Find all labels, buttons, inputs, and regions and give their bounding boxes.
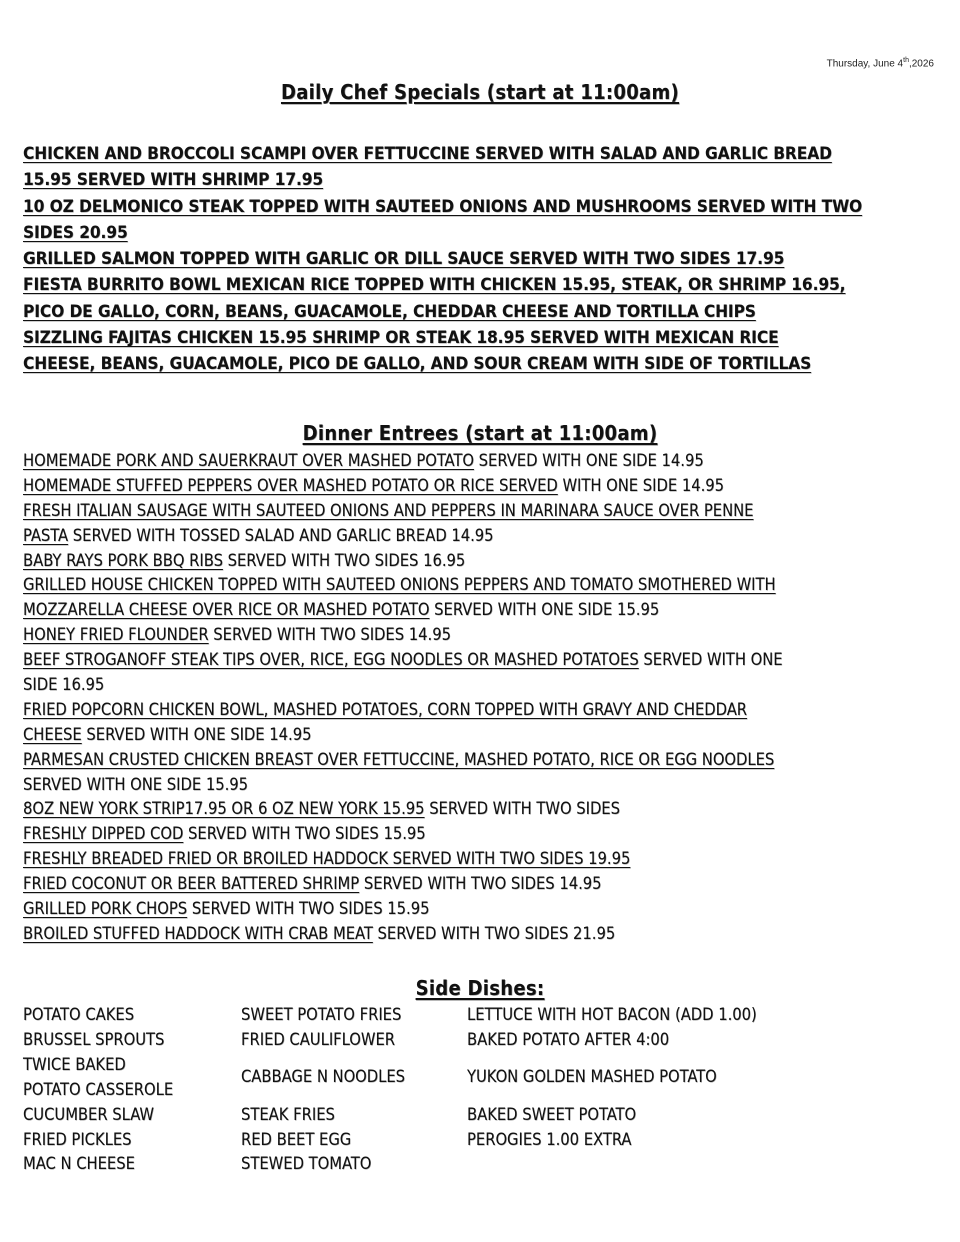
sides-row: [23, 1152, 907, 1177]
specials-line: CHICKEN AND BROCCOLI SCAMPI OVER FETTUCCINE SERVED WITH SALAD AND GARLIC BREAD: [23, 144, 832, 164]
entree-line: [23, 773, 938, 798]
entree-name: PARMESAN CRUSTED CHICKEN BREAST OVER FETTUCCINE, MASHED POTATO, RICE OR EGG NOODLES: [23, 749, 775, 769]
side-item: LETTUCE WITH HOT BACON (ADD 1.00): [467, 1005, 757, 1024]
sides-row: [23, 1053, 907, 1103]
specials-line: GRILLED SALMON TOPPED WITH GARLIC OR DILL SAUCE SERVED WITH TWO SIDES 17.95: [23, 249, 785, 270]
entree-line: [23, 623, 938, 648]
entree-name: MOZZARELLA CHEESE OVER RICE OR MASHED POTATO: [23, 600, 430, 620]
side-item: POTATO CAKES: [23, 1005, 135, 1024]
sides-table: [23, 1003, 907, 1177]
specials-line: SIZZLING FAJITAS CHICKEN 15.95 SHRIMP OR STEAK 18.95 SERVED WITH MEXICAN RICE: [23, 328, 779, 349]
entree-line: [23, 897, 938, 922]
entree-name: FRIED COCONUT OR BEER BATTERED SHRIMP: [23, 874, 360, 894]
entree-detail: SERVED WITH TWO SIDES 21.95: [372, 923, 616, 943]
side-item: BRUSSEL SPROUTS: [23, 1029, 165, 1049]
specials-line: FIESTA BURRITO BOWL MEXICAN RICE TOPPED WITH CHICKEN 15.95, STEAK, OR SHRIMP 16.95,: [23, 275, 846, 296]
entree-detail: SERVED WITH ONE SIDE 15.95: [429, 600, 660, 620]
entree-name: GRILLED HOUSE CHICKEN TOPPED WITH SAUTEED ONIONS PEPPERS AND TOMATO SMOTHERED WITH: [23, 575, 776, 595]
entree-name: BEEF STROGANOFF STEAK TIPS OVER, RICE, EGG NOODLES OR MASHED POTATOES: [23, 650, 639, 670]
specials-line: CHEESE, BEANS, GUACAMOLE, PICO DE GALLO, AND SOUR CREAM WITH SIDE OF TORTILLAS: [23, 354, 812, 375]
entree-detail: SERVED WITH TWO SIDES 16.95: [222, 550, 466, 570]
entree-detail: SERVED WITH ONE SIDE 14.95: [473, 451, 704, 470]
side-item-line: POTATO CASSEROLE: [23, 1079, 174, 1099]
side-item: STEWED TOMATO: [241, 1154, 372, 1174]
specials-heading: Daily Chef Specials (start at 11:00am): [280, 80, 680, 104]
specials-line: PICO DE GALLO, CORN, BEANS, GUACAMOLE, CHEDDAR CHEESE AND TORTILLA CHIPS: [23, 301, 756, 322]
sides-row: [23, 1028, 907, 1053]
side-item: [23, 1053, 241, 1103]
entree-line: [23, 573, 938, 598]
side-item: RED BEET EGG: [241, 1129, 352, 1149]
entree-name: 8OZ NEW YORK STRIP17.95 OR 6 OZ NEW YORK 15.95: [23, 799, 425, 819]
date-year: ,2026: [908, 58, 934, 70]
entree-detail: SERVED WITH ONE: [638, 650, 783, 670]
entree-detail: SERVED WITH TWO SIDES: [424, 799, 620, 819]
side-item: PEROGIES 1.00 EXTRA: [467, 1129, 632, 1149]
entree-name: FRESH ITALIAN SAUSAGE WITH SAUTEED ONIONS AND PEPPERS IN MARINARA SAUCE OVER PENNE: [23, 500, 754, 520]
entree-name: PASTA: [23, 525, 69, 545]
menu-date: [827, 57, 934, 69]
entree-name: GRILLED PORK CHOPS: [23, 899, 188, 919]
entree-name: CHEESE: [23, 724, 82, 744]
entree-detail: SERVED WITH TWO SIDES 14.95: [359, 874, 602, 894]
entree-detail: SERVED WITH TOSSED SALAD AND GARLIC BREAD 14.95: [68, 525, 494, 545]
entree-line: [23, 673, 938, 698]
entree-line: [23, 922, 938, 947]
side-item: STEAK FRIES: [241, 1104, 335, 1124]
entree-line: [23, 549, 938, 574]
entree-name: BROILED STUFFED HADDOCK WITH CRAB MEAT: [23, 923, 373, 943]
entree-detail: SIDE 16.95: [23, 675, 105, 695]
entree-line: [23, 499, 938, 524]
entree-detail: WITH ONE SIDE 14.95: [557, 475, 725, 495]
side-item: [467, 1152, 907, 1177]
side-item: BAKED SWEET POTATO: [467, 1104, 637, 1124]
entree-name: FRESHLY BREADED FRIED OR BROILED HADDOCK SERVED WITH TWO SIDES 19.95: [23, 849, 631, 869]
sides-heading: Side Dishes:: [415, 976, 545, 1000]
entree-line: [23, 748, 938, 773]
entree-name: FRIED POPCORN CHICKEN BOWL, MASHED POTATOES, CORN TOPPED WITH GRAVY AND CHEDDAR: [23, 699, 748, 719]
entree-line: [23, 648, 938, 673]
side-item: SWEET POTATO FRIES: [241, 1005, 402, 1024]
sides-row: [23, 1128, 907, 1153]
specials-line: SIDES 20.95: [23, 222, 128, 243]
specials-line: 10 OZ DELMONICO STEAK TOPPED WITH SAUTEED ONIONS AND MUSHROOMS SERVED WITH TWO: [23, 196, 863, 217]
side-item: FRIED PICKLES: [23, 1129, 132, 1149]
entree-line: [23, 474, 938, 499]
side-item: YUKON GOLDEN MASHED POTATO: [467, 1067, 717, 1087]
entree-line: [23, 723, 938, 748]
entree-name: HOMEMADE STUFFED PEPPERS OVER MASHED POTATO OR RICE SERVED: [23, 475, 558, 495]
entree-name: FRESHLY DIPPED COD: [23, 824, 184, 844]
entree-line: [23, 698, 938, 723]
side-item-line: TWICE BAKED: [23, 1054, 126, 1074]
sides-row: [23, 1103, 907, 1128]
entree-line: [23, 797, 938, 822]
entree-detail: SERVED WITH TWO SIDES 15.95: [187, 899, 430, 919]
side-item: CUCUMBER SLAW: [23, 1104, 154, 1124]
entrees-heading: Dinner Entrees (start at 11:00am): [302, 421, 658, 445]
entree-detail: SERVED WITH ONE SIDE 14.95: [81, 724, 312, 744]
side-item: MAC N CHEESE: [23, 1154, 135, 1174]
entree-detail: SERVED WITH TWO SIDES 14.95: [208, 625, 451, 645]
specials-list: [23, 141, 938, 378]
entree-line: [23, 847, 938, 872]
entree-name: HONEY FRIED FLOUNDER: [23, 625, 209, 645]
entree-line: [23, 524, 938, 549]
side-item: BAKED POTATO AFTER 4:00: [467, 1029, 670, 1049]
entrees-list: [23, 449, 938, 947]
side-item: FRIED CAULIFLOWER: [241, 1029, 396, 1049]
date-prefix: Thursday, June 4: [826, 58, 904, 70]
specials-line: 15.95 SERVED WITH SHRIMP 17.95: [23, 170, 324, 191]
entree-detail: SERVED WITH ONE SIDE 15.95: [23, 774, 249, 794]
date-suffix: th: [903, 57, 909, 64]
entree-line: [23, 598, 938, 623]
entree-name: HOMEMADE PORK AND SAUERKRAUT OVER MASHED POTATO: [23, 451, 474, 470]
entree-line: [23, 822, 938, 847]
entree-line: [23, 449, 938, 474]
entree-name: BABY RAYS PORK BBQ RIBS: [23, 550, 223, 570]
entree-line: [23, 872, 938, 897]
side-item: CABBAGE N NOODLES: [241, 1067, 406, 1087]
entree-detail: SERVED WITH TWO SIDES 15.95: [183, 824, 426, 844]
sides-row: [23, 1003, 907, 1028]
